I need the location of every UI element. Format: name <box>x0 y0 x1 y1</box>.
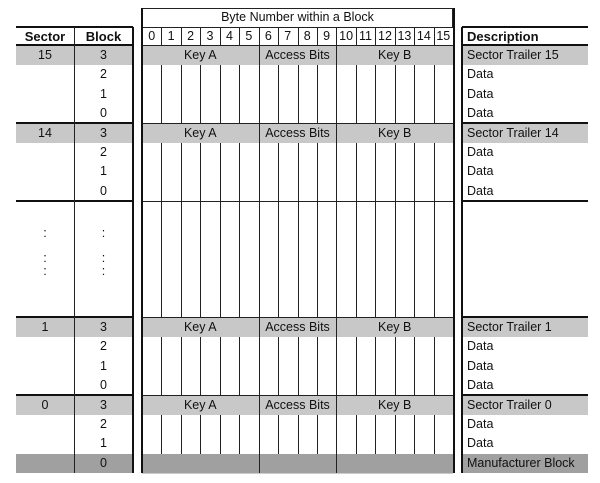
byte-cell-divider <box>375 434 376 453</box>
byte-cell-divider <box>336 337 337 356</box>
byte-cell-divider <box>434 415 435 434</box>
byte-cell-divider <box>259 434 260 453</box>
block-description: Manufacturer Block <box>467 455 575 470</box>
byte-cell-divider <box>298 201 299 318</box>
byte-header-divider <box>239 27 240 46</box>
key-b-field: Key B <box>378 125 412 140</box>
byte-cell-divider <box>161 182 162 201</box>
byte-cell-divider <box>336 357 337 376</box>
block-description: Data <box>467 378 494 393</box>
byte-cell-divider <box>278 104 279 123</box>
field-divider <box>259 46 260 65</box>
byte-cell-divider <box>298 376 299 395</box>
byte-cell-divider <box>375 201 376 318</box>
byte-cell-divider <box>239 201 240 318</box>
byte-cell-divider <box>239 104 240 123</box>
byte-cell-divider <box>298 162 299 181</box>
byte-cell-divider <box>356 85 357 104</box>
byte-cell-divider <box>259 357 260 376</box>
byte-cell-divider <box>200 201 201 318</box>
byte-cell-divider <box>317 415 318 434</box>
byte-cell-divider <box>181 357 182 376</box>
byte-cell-divider <box>434 85 435 104</box>
byte-number-14: 14 <box>416 29 431 43</box>
byte-cell-divider <box>336 65 337 84</box>
byte-cell-divider <box>181 85 182 104</box>
byte-cell-divider <box>278 201 279 318</box>
field-divider <box>336 46 337 65</box>
byte-cell-divider <box>375 85 376 104</box>
divider <box>142 45 453 46</box>
block-number: 1 <box>100 86 107 101</box>
byte-cell-divider <box>336 182 337 201</box>
byte-cell-divider <box>375 357 376 376</box>
byte-cell-divider <box>298 182 299 201</box>
access-bits-field: Access Bits <box>265 125 330 140</box>
byte-cell-divider <box>356 415 357 434</box>
byte-cell-divider <box>220 337 221 356</box>
byte-cell-divider <box>317 162 318 181</box>
byte-cell-divider <box>434 357 435 376</box>
byte-cell-divider <box>239 162 240 181</box>
byte-cell-divider <box>356 337 357 356</box>
byte-cell-divider <box>298 415 299 434</box>
byte-header-divider <box>375 27 376 46</box>
block-number: 0 <box>100 455 107 470</box>
byte-cell-divider <box>414 182 415 201</box>
byte-cell-divider <box>161 104 162 123</box>
byte-cell-divider <box>356 104 357 123</box>
byte-cell-divider <box>239 415 240 434</box>
block-number: 2 <box>100 417 107 431</box>
byte-cell-divider <box>278 182 279 201</box>
byte-cell-divider <box>317 376 318 395</box>
byte-number-7: 7 <box>284 29 292 43</box>
byte-header-divider <box>414 27 415 46</box>
byte-cell-divider <box>200 143 201 162</box>
byte-number-2: 2 <box>187 29 195 43</box>
byte-cell-divider <box>317 201 318 318</box>
byte-cell-divider <box>259 85 260 104</box>
byte-cell-divider <box>356 434 357 453</box>
byte-cell-divider <box>434 201 435 318</box>
block-number: 0 <box>100 378 107 393</box>
byte-cell-divider <box>259 182 260 201</box>
byte-cell-divider <box>200 65 201 84</box>
byte-cell-divider <box>375 104 376 123</box>
byte-cell-divider <box>356 376 357 395</box>
byte-cell-divider <box>395 201 396 318</box>
sector-number: 15 <box>38 48 52 62</box>
byte-cell-divider <box>414 415 415 434</box>
byte-cell-divider <box>395 337 396 356</box>
byte-cell-divider <box>356 357 357 376</box>
byte-cell-divider <box>414 162 415 181</box>
byte-cell-divider <box>239 182 240 201</box>
block-number: 3 <box>100 125 107 140</box>
byte-number-3: 3 <box>206 29 214 43</box>
block-number: 1 <box>100 436 107 451</box>
field-divider <box>259 318 260 337</box>
byte-cell-divider <box>414 65 415 84</box>
byte-cell-divider <box>317 143 318 162</box>
byte-cell-divider <box>414 104 415 123</box>
block-description: Sector Trailer 0 <box>467 397 552 412</box>
block-description: Data <box>467 339 494 354</box>
byte-cell-divider <box>259 376 260 395</box>
divider <box>462 26 588 28</box>
byte-cell-divider <box>278 65 279 84</box>
byte-number-10: 10 <box>339 29 354 43</box>
byte-cell-divider <box>434 104 435 123</box>
ellipsis-sector: : <box>43 226 47 240</box>
byte-cell-divider <box>336 376 337 395</box>
byte-cell-divider <box>181 104 182 123</box>
byte-cell-divider <box>259 65 260 84</box>
field-divider <box>336 318 337 337</box>
byte-cell-divider <box>259 415 260 434</box>
byte-header-divider <box>336 27 337 46</box>
byte-cell-divider <box>161 143 162 162</box>
description-header: Description <box>467 29 539 44</box>
block-number: 2 <box>100 145 107 159</box>
byte-number-5: 5 <box>245 29 253 43</box>
byte-cell-divider <box>161 415 162 434</box>
byte-cell-divider <box>298 434 299 453</box>
byte-cell-divider <box>200 162 201 181</box>
byte-cell-divider <box>395 143 396 162</box>
byte-cell-divider <box>239 357 240 376</box>
byte-cell-divider <box>278 143 279 162</box>
byte-cell-divider <box>220 376 221 395</box>
byte-number-1: 1 <box>167 29 175 43</box>
byte-cell-divider <box>298 357 299 376</box>
byte-cell-divider <box>414 85 415 104</box>
byte-cell-divider <box>161 201 162 318</box>
byte-cell-divider <box>317 434 318 453</box>
byte-header-divider <box>434 27 435 46</box>
byte-cell-divider <box>220 85 221 104</box>
byte-cell-divider <box>200 337 201 356</box>
byte-cell-divider <box>298 85 299 104</box>
byte-cell-divider <box>336 201 337 318</box>
byte-cell-divider <box>181 201 182 318</box>
sector-header: Sector <box>24 29 66 44</box>
byte-cell-divider <box>200 415 201 434</box>
field-divider <box>336 124 337 143</box>
ellipsis-sector: : <box>43 251 47 265</box>
byte-cell-divider <box>375 143 376 162</box>
byte-cell-divider <box>200 85 201 104</box>
key-a-field: Key A <box>183 320 217 334</box>
byte-cell-divider <box>395 65 396 84</box>
block-number: 1 <box>100 164 107 179</box>
grid-left-border <box>141 8 143 473</box>
byte-number-11: 11 <box>359 29 373 43</box>
byte-cell-divider <box>220 357 221 376</box>
byte-number-15: 15 <box>436 29 451 43</box>
byte-cell-divider <box>278 415 279 434</box>
byte-cell-divider <box>336 434 337 453</box>
byte-cell-divider <box>395 376 396 395</box>
byte-cell-divider <box>434 65 435 84</box>
byte-cell-divider <box>259 162 260 181</box>
manufacturer-grid-bg <box>142 454 453 473</box>
byte-cell-divider <box>434 376 435 395</box>
byte-cell-divider <box>434 182 435 201</box>
byte-cell-divider <box>181 434 182 453</box>
byte-cell-divider <box>259 143 260 162</box>
divider <box>142 201 453 202</box>
block-description: Data <box>467 106 494 121</box>
byte-cell-divider <box>414 434 415 453</box>
divider <box>142 473 453 474</box>
byte-cell-divider <box>220 201 221 318</box>
field-divider <box>259 124 260 143</box>
byte-cell-divider <box>317 337 318 356</box>
access-bits-field: Access Bits <box>265 320 330 334</box>
block-number: 0 <box>100 183 107 198</box>
byte-cell-divider <box>181 337 182 356</box>
block-description: Data <box>467 164 494 179</box>
byte-header-divider <box>395 27 396 46</box>
key-b-field: Key B <box>378 320 412 334</box>
byte-cell-divider <box>375 162 376 181</box>
field-divider <box>336 454 337 473</box>
byte-number-title: Byte Number within a Block <box>221 10 374 24</box>
byte-cell-divider <box>161 85 162 104</box>
byte-cell-divider <box>375 415 376 434</box>
byte-number-8: 8 <box>303 29 311 43</box>
sector-number: 0 <box>41 397 49 412</box>
description-left-border <box>461 27 463 473</box>
byte-number-13: 13 <box>397 29 412 43</box>
block-description: Sector Trailer 14 <box>467 125 559 140</box>
byte-header-divider <box>259 27 260 46</box>
byte-cell-divider <box>336 415 337 434</box>
byte-cell-divider <box>414 376 415 395</box>
byte-cell-divider <box>220 104 221 123</box>
byte-cell-divider <box>161 65 162 84</box>
byte-cell-divider <box>356 143 357 162</box>
byte-cell-divider <box>200 182 201 201</box>
byte-cell-divider <box>181 415 182 434</box>
block-description: Sector Trailer 1 <box>467 320 552 334</box>
block-number: 1 <box>100 358 107 373</box>
byte-cell-divider <box>259 104 260 123</box>
block-description: Data <box>467 86 494 101</box>
block-number: 3 <box>100 397 107 412</box>
byte-cell-divider <box>395 415 396 434</box>
byte-number-9: 9 <box>323 29 331 43</box>
byte-cell-divider <box>259 201 260 318</box>
key-b-field: Key B <box>378 397 412 412</box>
block-number: 2 <box>100 67 107 82</box>
field-divider <box>259 396 260 415</box>
byte-cell-divider <box>181 162 182 181</box>
byte-cell-divider <box>317 85 318 104</box>
block-number: 2 <box>100 339 107 354</box>
byte-header-divider <box>200 27 201 46</box>
field-divider <box>336 396 337 415</box>
byte-cell-divider <box>161 376 162 395</box>
byte-cell-divider <box>298 65 299 84</box>
access-bits-field: Access Bits <box>265 48 330 62</box>
ellipsis-block: : <box>101 226 106 240</box>
byte-cell-divider <box>375 182 376 201</box>
byte-cell-divider <box>298 104 299 123</box>
byte-cell-divider <box>414 357 415 376</box>
byte-cell-divider <box>414 201 415 318</box>
byte-header-divider <box>161 27 162 46</box>
byte-cell-divider <box>317 182 318 201</box>
byte-cell-divider <box>336 104 337 123</box>
byte-cell-divider <box>395 85 396 104</box>
byte-cell-divider <box>220 182 221 201</box>
byte-number-12: 12 <box>378 29 392 43</box>
key-a-field: Key A <box>183 125 217 140</box>
byte-cell-divider <box>317 65 318 84</box>
byte-number-6: 6 <box>264 29 272 43</box>
column-divider <box>132 27 134 473</box>
block-description: Data <box>467 145 494 159</box>
sector-number: 1 <box>41 320 49 334</box>
block-description: Data <box>467 436 494 451</box>
byte-cell-divider <box>181 182 182 201</box>
byte-cell-divider <box>356 162 357 181</box>
byte-cell-divider <box>181 143 182 162</box>
block-description: Data <box>467 358 494 373</box>
byte-cell-divider <box>298 143 299 162</box>
column-divider <box>74 27 75 473</box>
sector-number: 14 <box>38 125 52 140</box>
byte-cell-divider <box>181 376 182 395</box>
ellipsis-sector: : <box>43 264 47 278</box>
byte-cell-divider <box>259 337 260 356</box>
access-bits-field: Access Bits <box>265 397 330 412</box>
byte-cell-divider <box>317 104 318 123</box>
byte-cell-divider <box>336 162 337 181</box>
byte-cell-divider <box>395 182 396 201</box>
byte-cell-divider <box>220 415 221 434</box>
byte-cell-divider <box>317 357 318 376</box>
byte-header-divider <box>298 27 299 46</box>
byte-cell-divider <box>375 376 376 395</box>
byte-cell-divider <box>181 65 182 84</box>
byte-header-divider <box>181 27 182 46</box>
grid-right-border <box>453 8 455 473</box>
byte-cell-divider <box>336 85 337 104</box>
block-number: 3 <box>100 320 107 334</box>
byte-cell-divider <box>220 65 221 84</box>
byte-number-0: 0 <box>148 29 156 43</box>
divider <box>462 200 588 202</box>
block-description: Data <box>467 67 494 82</box>
byte-cell-divider <box>161 162 162 181</box>
block-number: 3 <box>100 48 107 62</box>
byte-header-divider <box>356 27 357 46</box>
byte-cell-divider <box>200 357 201 376</box>
byte-cell-divider <box>395 104 396 123</box>
byte-cell-divider <box>395 162 396 181</box>
byte-cell-divider <box>356 65 357 84</box>
byte-header-divider <box>220 27 221 46</box>
byte-cell-divider <box>239 65 240 84</box>
byte-cell-divider <box>278 337 279 356</box>
byte-cell-divider <box>278 357 279 376</box>
byte-cell-divider <box>239 337 240 356</box>
byte-cell-divider <box>239 434 240 453</box>
byte-header-divider <box>278 27 279 46</box>
key-a-field: Key A <box>183 397 217 412</box>
byte-cell-divider <box>239 376 240 395</box>
byte-cell-divider <box>220 143 221 162</box>
block-description: Data <box>467 417 494 431</box>
byte-cell-divider <box>200 376 201 395</box>
byte-cell-divider <box>278 162 279 181</box>
byte-cell-divider <box>161 434 162 453</box>
byte-cell-divider <box>395 434 396 453</box>
byte-cell-divider <box>395 357 396 376</box>
block-number: 0 <box>100 106 107 121</box>
ellipsis-block: : <box>101 264 106 278</box>
byte-cell-divider <box>356 182 357 201</box>
byte-cell-divider <box>434 162 435 181</box>
byte-cell-divider <box>414 143 415 162</box>
byte-cell-divider <box>298 337 299 356</box>
byte-cell-divider <box>434 434 435 453</box>
byte-cell-divider <box>434 143 435 162</box>
byte-cell-divider <box>414 337 415 356</box>
block-description: Data <box>467 183 494 198</box>
byte-number-4: 4 <box>225 29 233 43</box>
key-a-field: Key A <box>183 48 217 62</box>
block-description: Sector Trailer 15 <box>467 48 559 62</box>
byte-cell-divider <box>356 201 357 318</box>
byte-cell-divider <box>336 143 337 162</box>
key-b-field: Key B <box>378 48 412 62</box>
field-divider <box>259 454 260 473</box>
byte-cell-divider <box>375 337 376 356</box>
byte-cell-divider <box>278 434 279 453</box>
byte-cell-divider <box>239 143 240 162</box>
byte-cell-divider <box>239 85 240 104</box>
byte-header-divider <box>317 27 318 46</box>
byte-cell-divider <box>220 434 221 453</box>
byte-cell-divider <box>200 104 201 123</box>
byte-cell-divider <box>161 357 162 376</box>
byte-cell-divider <box>375 65 376 84</box>
byte-cell-divider <box>161 337 162 356</box>
byte-cell-divider <box>278 85 279 104</box>
byte-cell-divider <box>434 337 435 356</box>
block-header: Block <box>85 29 122 44</box>
byte-cell-divider <box>220 162 221 181</box>
byte-cell-divider <box>200 434 201 453</box>
ellipsis-block: : <box>101 251 106 265</box>
byte-cell-divider <box>278 376 279 395</box>
